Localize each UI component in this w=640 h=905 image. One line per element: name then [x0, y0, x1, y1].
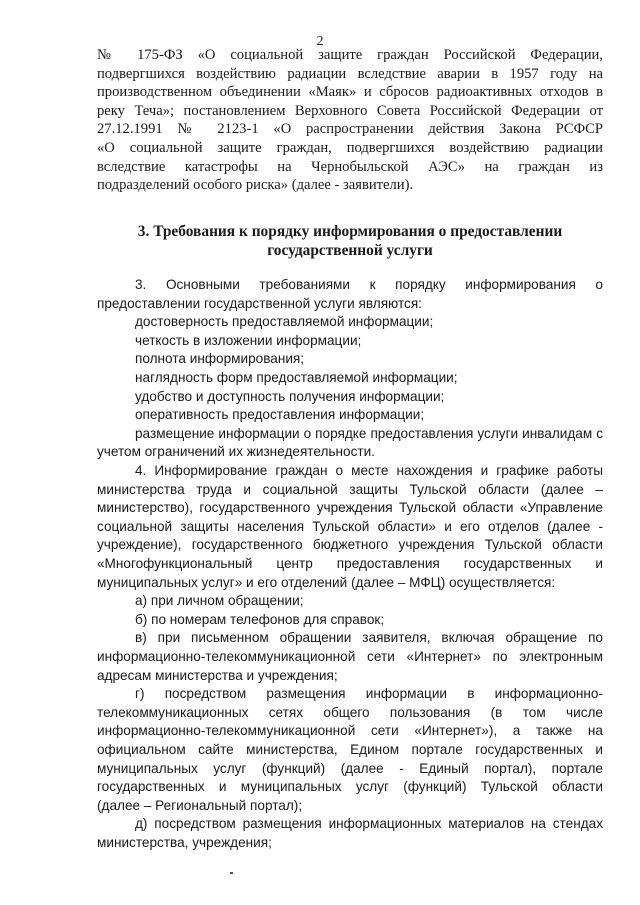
text-line: 27.12.1991 № 2123-1 «О распространении действия Закона РСФСР: [97, 121, 603, 138]
list-item-b: б) по номерам телефонов для справок;: [135, 611, 385, 627]
text-line: № 175-ФЗ «О социальной защите граждан Российской Федерации,: [97, 47, 603, 63]
text-line: официальном сайте министерства, Едином портале государственных и: [97, 741, 603, 757]
section-heading-line: 3. Требования к порядку информирования о предоставлении: [137, 223, 563, 240]
text-line: производственном объединении «Маяк» и сбросов радиоактивных отходов в: [97, 84, 603, 101]
text-line: государственных и муниципальных услуг (функций) Тульской области: [97, 779, 603, 795]
text-line: «Многофункциональный центр предоставления государственных и: [97, 555, 603, 571]
text-line: 3. Основными требованиями к порядку информирования о: [135, 277, 603, 292]
text-line: подвергшихся воздействию радиации вследствие аварии в 1957 году на: [97, 65, 603, 82]
text-line: учетом ограничений их жизнедеятельности.: [97, 444, 375, 460]
paragraph-4: [97, 462, 603, 852]
text-line: социальной защиты населения Тульской области» и его отделов (далее -: [97, 518, 603, 534]
page-number: 2: [316, 34, 324, 49]
list-item: наглядность форм предоставляемой информации;: [135, 369, 458, 385]
text-line: министерство), государственного учреждения Тульской области «Управление: [97, 500, 603, 516]
scan-speck: [230, 872, 233, 874]
section-heading: [97, 222, 603, 260]
text-line: подразделений особого риска» (далее - заявители).: [97, 177, 414, 194]
text-line: учреждение), государственного бюджетного учреждения Тульской области: [97, 537, 603, 553]
text-line: вследствие катастрофы на Чернобыльской АЭС» на граждан из: [97, 158, 603, 175]
text-line: телекоммуникационных сетях общего пользования (в том числе: [97, 704, 603, 720]
text-line: адресам министерства и учреждения;: [97, 667, 338, 683]
text-line: муниципальных услуг (функций) (далее - Единый портал), портале: [97, 760, 603, 776]
text-line: «О социальной защите граждан, подвергшихся воздействию радиации: [97, 139, 603, 156]
list-item-a: а) при личном обращении;: [135, 593, 304, 609]
list-item: достоверность предоставляемой информации;: [135, 314, 434, 330]
text-line: (далее – Региональный портал);: [97, 797, 303, 813]
list-item-g: г) посредством размещения информации в информационно-: [135, 686, 603, 702]
list-item: полнота информирования;: [135, 351, 305, 367]
list-item-d: д) посредством размещения информационных материалов на стендах: [135, 816, 603, 832]
text-line: размещение информации о порядке предоставления услуги инвалидам с: [135, 425, 603, 441]
text-line: реку Теча»; постановлением Верховного Совета Российской Федерации от: [97, 102, 603, 119]
text-line: предоставлении государственной услуги являются:: [97, 295, 422, 311]
list-item-v: в) при письменном обращении заявителя, включая обращение по: [135, 630, 603, 646]
intro-paragraph: [97, 46, 603, 195]
list-item: удобство и доступность получения информации;: [135, 388, 445, 404]
text-line: 4. Информирование граждан о месте нахождения и графике работы: [135, 463, 603, 478]
text-line: министерства, учреждения;: [97, 834, 272, 850]
text-line: министерства труда и социальной защиты Тульской области (далее –: [97, 481, 603, 497]
text-line: информационно-телекоммуникационной сети «Интернет» по электронным: [97, 648, 603, 664]
list-item: четкость в изложении информации;: [135, 332, 362, 348]
list-item: оперативность предоставления информации;: [135, 407, 425, 423]
paragraph-3: [97, 276, 603, 462]
text-line: муниципальных услуг» и его отделений (далее – МФЦ) осуществляется:: [97, 574, 556, 590]
text-line: информационно-телекоммуникационной сети «Интернет»), а также на: [97, 723, 603, 739]
section-heading-line: государственной услуги: [267, 242, 433, 259]
